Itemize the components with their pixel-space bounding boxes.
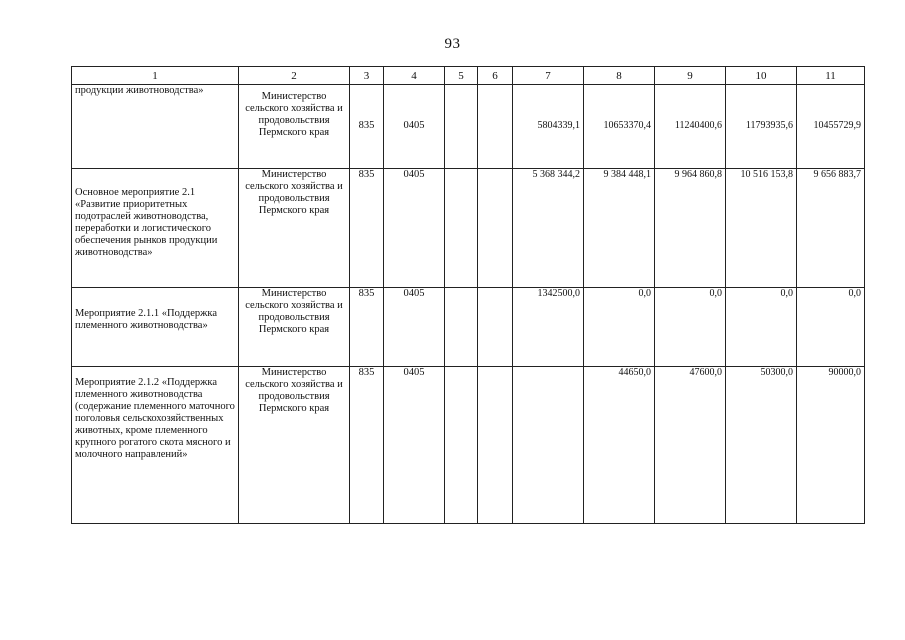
- table-row: [72, 85, 865, 169]
- executor: Министерство сельского хозяйства и продовольствия Пермского края: [239, 367, 350, 524]
- code-col3: 835: [350, 169, 384, 288]
- code-col5: [445, 85, 478, 169]
- value-col9: 47600,0: [655, 367, 726, 524]
- value-col7: 5 368 344,2: [513, 169, 584, 288]
- header-cell: 8: [584, 67, 655, 85]
- value-col10: 11793935,6: [726, 85, 797, 169]
- header-cell: 7: [513, 67, 584, 85]
- header-cell: 2: [239, 67, 350, 85]
- activity-name: Мероприятие 2.1.1 «Поддержка племенного животноводства»: [72, 288, 239, 367]
- executor: Министерство сельского хозяйства и продовольствия Пермского края: [239, 169, 350, 288]
- executor: Министерство сельского хозяйства и продовольствия Пермского края: [239, 288, 350, 367]
- code-col4: 0405: [384, 367, 445, 524]
- header-cell: 1: [72, 67, 239, 85]
- activity-name: продукции животноводства»: [72, 85, 239, 169]
- code-col5: [445, 288, 478, 367]
- header-cell: 9: [655, 67, 726, 85]
- value-col10: 0,0: [726, 288, 797, 367]
- code-col4: 0405: [384, 85, 445, 169]
- header-row: [72, 67, 865, 85]
- value-col11: 10455729,9: [797, 85, 865, 169]
- value-col10: 50300,0: [726, 367, 797, 524]
- value-col9: 11240400,6: [655, 85, 726, 169]
- code-col4: 0405: [384, 169, 445, 288]
- code-col3: 835: [350, 288, 384, 367]
- header-cell: 11: [797, 67, 865, 85]
- value-col11: 0,0: [797, 288, 865, 367]
- header-cell: 3: [350, 67, 384, 85]
- value-col8: 10653370,4: [584, 85, 655, 169]
- page-number: 93: [444, 36, 461, 52]
- header-cell: 10: [726, 67, 797, 85]
- table-row: [72, 288, 865, 367]
- code-col4: 0405: [384, 288, 445, 367]
- table-row: [72, 367, 865, 524]
- value-col7: 1342500,0: [513, 288, 584, 367]
- activity-name: Мероприятие 2.1.2 «Поддержка племенного животноводства (содержание племенного маточного поголовья сельскохозяйственных животных, кроме племенного крупного рогатого скота мясного и молочного направлений»: [72, 367, 239, 524]
- value-col10: 10 516 153,8: [726, 169, 797, 288]
- table-row: [72, 169, 865, 288]
- code-col6: [478, 169, 513, 288]
- value-col11: 90000,0: [797, 367, 865, 524]
- value-col8: 44650,0: [584, 367, 655, 524]
- code-col3: 835: [350, 85, 384, 169]
- value-col8: 9 384 448,1: [584, 169, 655, 288]
- code-col6: [478, 367, 513, 524]
- activity-name: Основное мероприятие 2.1 «Развитие приоритетных подотраслей животноводства, переработки и логистического обеспечения рынков продукции животноводства»: [72, 169, 239, 288]
- value-col9: 9 964 860,8: [655, 169, 726, 288]
- value-col9: 0,0: [655, 288, 726, 367]
- value-col7: 5804339,1: [513, 85, 584, 169]
- value-col7: [513, 367, 584, 524]
- header-cell: 5: [445, 67, 478, 85]
- budget-table: [71, 66, 865, 524]
- header-cell: 6: [478, 67, 513, 85]
- code-col3: 835: [350, 367, 384, 524]
- code-col5: [445, 169, 478, 288]
- code-col6: [478, 288, 513, 367]
- value-col8: 0,0: [584, 288, 655, 367]
- value-col11: 9 656 883,7: [797, 169, 865, 288]
- executor: Министерство сельского хозяйства и продовольствия Пермского края: [239, 85, 350, 169]
- code-col6: [478, 85, 513, 169]
- code-col5: [445, 367, 478, 524]
- header-cell: 4: [384, 67, 445, 85]
